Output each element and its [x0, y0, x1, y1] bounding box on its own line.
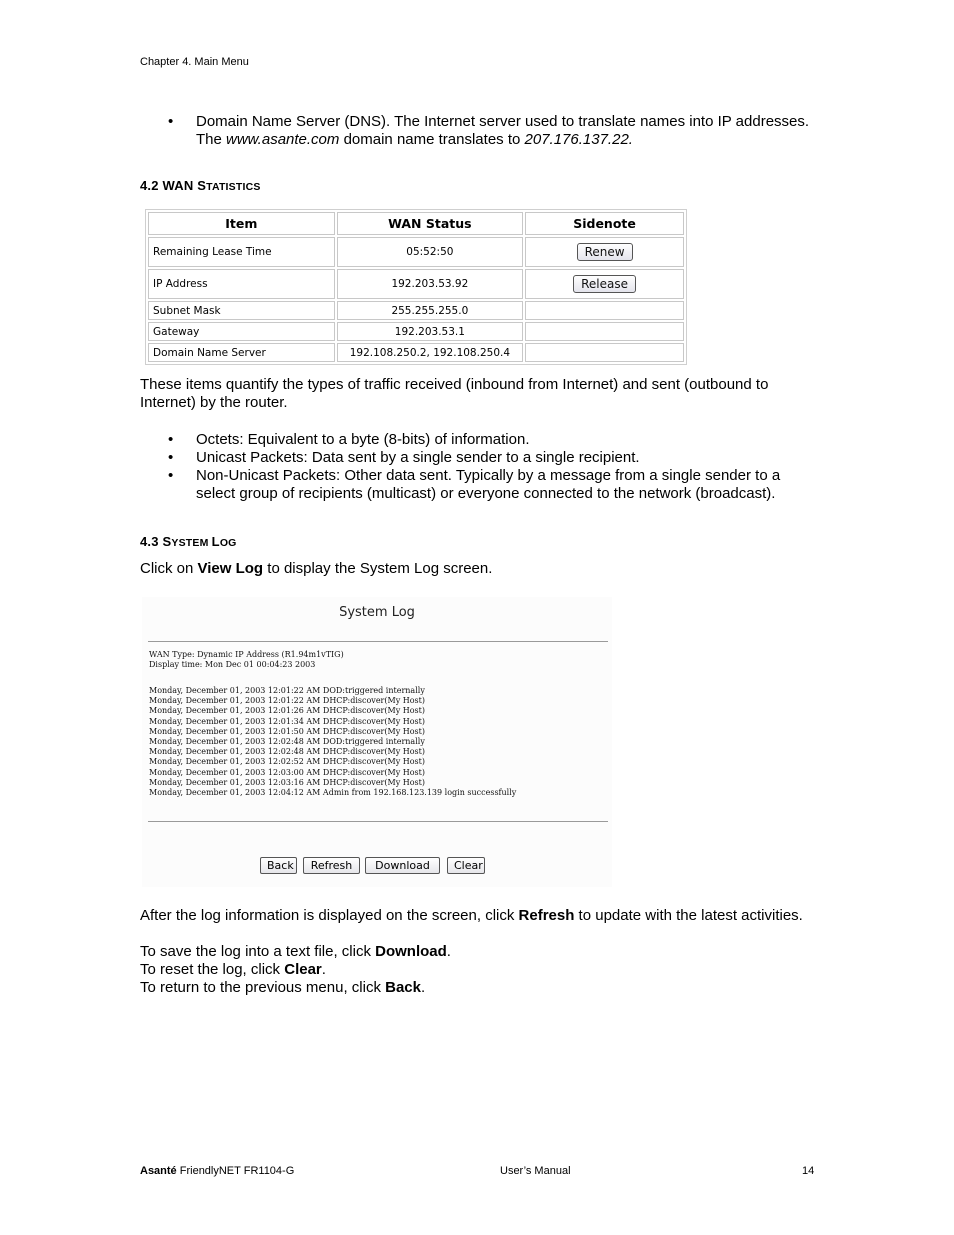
refresh-instruction: After the log information is displayed on the screen, click Refresh to update with the latest activities.: [140, 907, 803, 924]
col-header-wan-status: WAN Status: [337, 212, 524, 235]
log-entry: Monday, December 01, 2003 12:03:16 AM DHCP:discover(My Host): [149, 777, 425, 787]
brand-name: Asanté: [140, 1165, 177, 1177]
divider: [148, 641, 608, 642]
log-entry: Monday, December 01, 2003 12:01:50 AM DHCP:discover(My Host): [149, 726, 425, 736]
page-number: 14: [802, 1165, 815, 1177]
log-entry: Monday, December 01, 2003 12:02:48 AM DOD:triggered internally: [149, 737, 425, 747]
view-log-label: View Log: [197, 560, 264, 577]
cell-sidenote: [525, 343, 684, 362]
log-entries: [142, 686, 517, 798]
release-button[interactable]: Release: [573, 275, 636, 293]
table-row: [148, 343, 684, 362]
log-entry: Monday, December 01, 2003 12:04:12 AM Admin from 192.168.123.139 login successfully: [149, 788, 517, 798]
cell-item: Domain Name Server: [148, 343, 335, 362]
table-row: [148, 301, 684, 320]
log-entry: Monday, December 01, 2003 12:01:26 AM DHCP:discover(My Host): [149, 706, 425, 716]
system-log-screenshot: [142, 597, 612, 887]
clear-instruction: To reset the log, click Clear.: [140, 961, 326, 978]
asante-ip: 207.176.137.22.: [524, 131, 633, 148]
refresh-button[interactable]: Refresh: [303, 857, 360, 874]
cell-item: Subnet Mask: [148, 301, 335, 320]
cell-sidenote: [525, 322, 684, 341]
dns-bullet: • Domain Name Server (DNS). The Internet server used to translate names into IP addresses. The www.asante.com domain name translates to 207.176.137.22.: [168, 113, 818, 149]
traffic-paragraph: These items quantify the types of traffic received (inbound from Internet) and sent (outbound to Internet) by the router.: [140, 376, 769, 411]
section-title-wan-statistics: 4.2 WAN STATISTICS: [140, 178, 261, 193]
divider: [148, 821, 608, 822]
cell-sidenote: [525, 269, 684, 299]
clear-button[interactable]: Clear: [447, 857, 485, 874]
log-entry: Monday, December 01, 2003 12:02:48 AM DHCP:discover(My Host): [149, 747, 425, 757]
cell-item: IP Address: [148, 269, 335, 299]
download-button[interactable]: Download: [365, 857, 440, 874]
cell-status: 192.203.53.92: [337, 269, 524, 299]
list-item: • Unicast Packets: Data sent by a single sender to a single recipient.: [168, 449, 818, 467]
renew-button[interactable]: Renew: [577, 243, 633, 261]
col-header-item: Item: [148, 212, 335, 235]
download-instruction: To save the log into a text file, click Download.: [140, 943, 451, 960]
cell-sidenote: [525, 301, 684, 320]
col-header-sidenote: Sidenote: [525, 212, 684, 235]
wan-status-table: [145, 209, 687, 365]
log-entry: Monday, December 01, 2003 12:03:00 AM DHCP:discover(My Host): [149, 767, 425, 777]
system-log-title: System Log: [339, 605, 415, 620]
back-instruction: To return to the previous menu, click Back.: [140, 979, 426, 996]
footer-manual: User’s Manual: [500, 1165, 571, 1177]
log-entry: Monday, December 01, 2003 12:02:52 AM DHCP:discover(My Host): [149, 757, 425, 767]
log-entry: Monday, December 01, 2003 12:01:34 AM DHCP:discover(My Host): [149, 716, 425, 726]
cell-item: Remaining Lease Time: [148, 237, 335, 267]
log-display-time: Display time: Mon Dec 01 00:04:23 2003: [149, 660, 316, 669]
log-entry: Monday, December 01, 2003 12:01:22 AM DOD:triggered internally: [149, 686, 425, 695]
back-button[interactable]: Back: [260, 857, 297, 874]
running-header: Chapter 4. Main Menu: [140, 56, 249, 68]
cell-sidenote: [525, 237, 684, 267]
section-title-system-log: 4.3 SYSTEM LOG: [140, 534, 237, 549]
log-wan-type: WAN Type: Dynamic IP Address (R1.94m1vTIG): [149, 650, 344, 659]
asante-domain: www.asante.com: [226, 131, 340, 148]
log-entry: Monday, December 01, 2003 12:01:22 AM DHCP:discover(My Host): [149, 696, 425, 706]
footer-product: Asanté FriendlyNET FR1104-G: [140, 1165, 295, 1177]
cell-status: 192.203.53.1: [337, 322, 524, 341]
cell-status: 05:52:50: [337, 237, 524, 267]
table-row: [148, 269, 684, 299]
cell-item: Gateway: [148, 322, 335, 341]
cell-status: 255.255.255.0: [337, 301, 524, 320]
cell-status: 192.108.250.2, 192.108.250.4: [337, 343, 524, 362]
list-item: • Non-Unicast Packets: Other data sent. Typically by a message from a single sender to a select group of recipients (multicast) or everyone connected to the network (broadcast).: [168, 467, 818, 503]
table-row: [148, 322, 684, 341]
dns-bullet-list: [168, 113, 818, 149]
view-log-instruction: Click on View Log to display the System Log screen.: [140, 560, 493, 577]
traffic-bullet-list: [168, 431, 818, 503]
list-item: • Octets: Equivalent to a byte (8-bits) of information.: [168, 431, 818, 449]
table-row: [148, 237, 684, 267]
